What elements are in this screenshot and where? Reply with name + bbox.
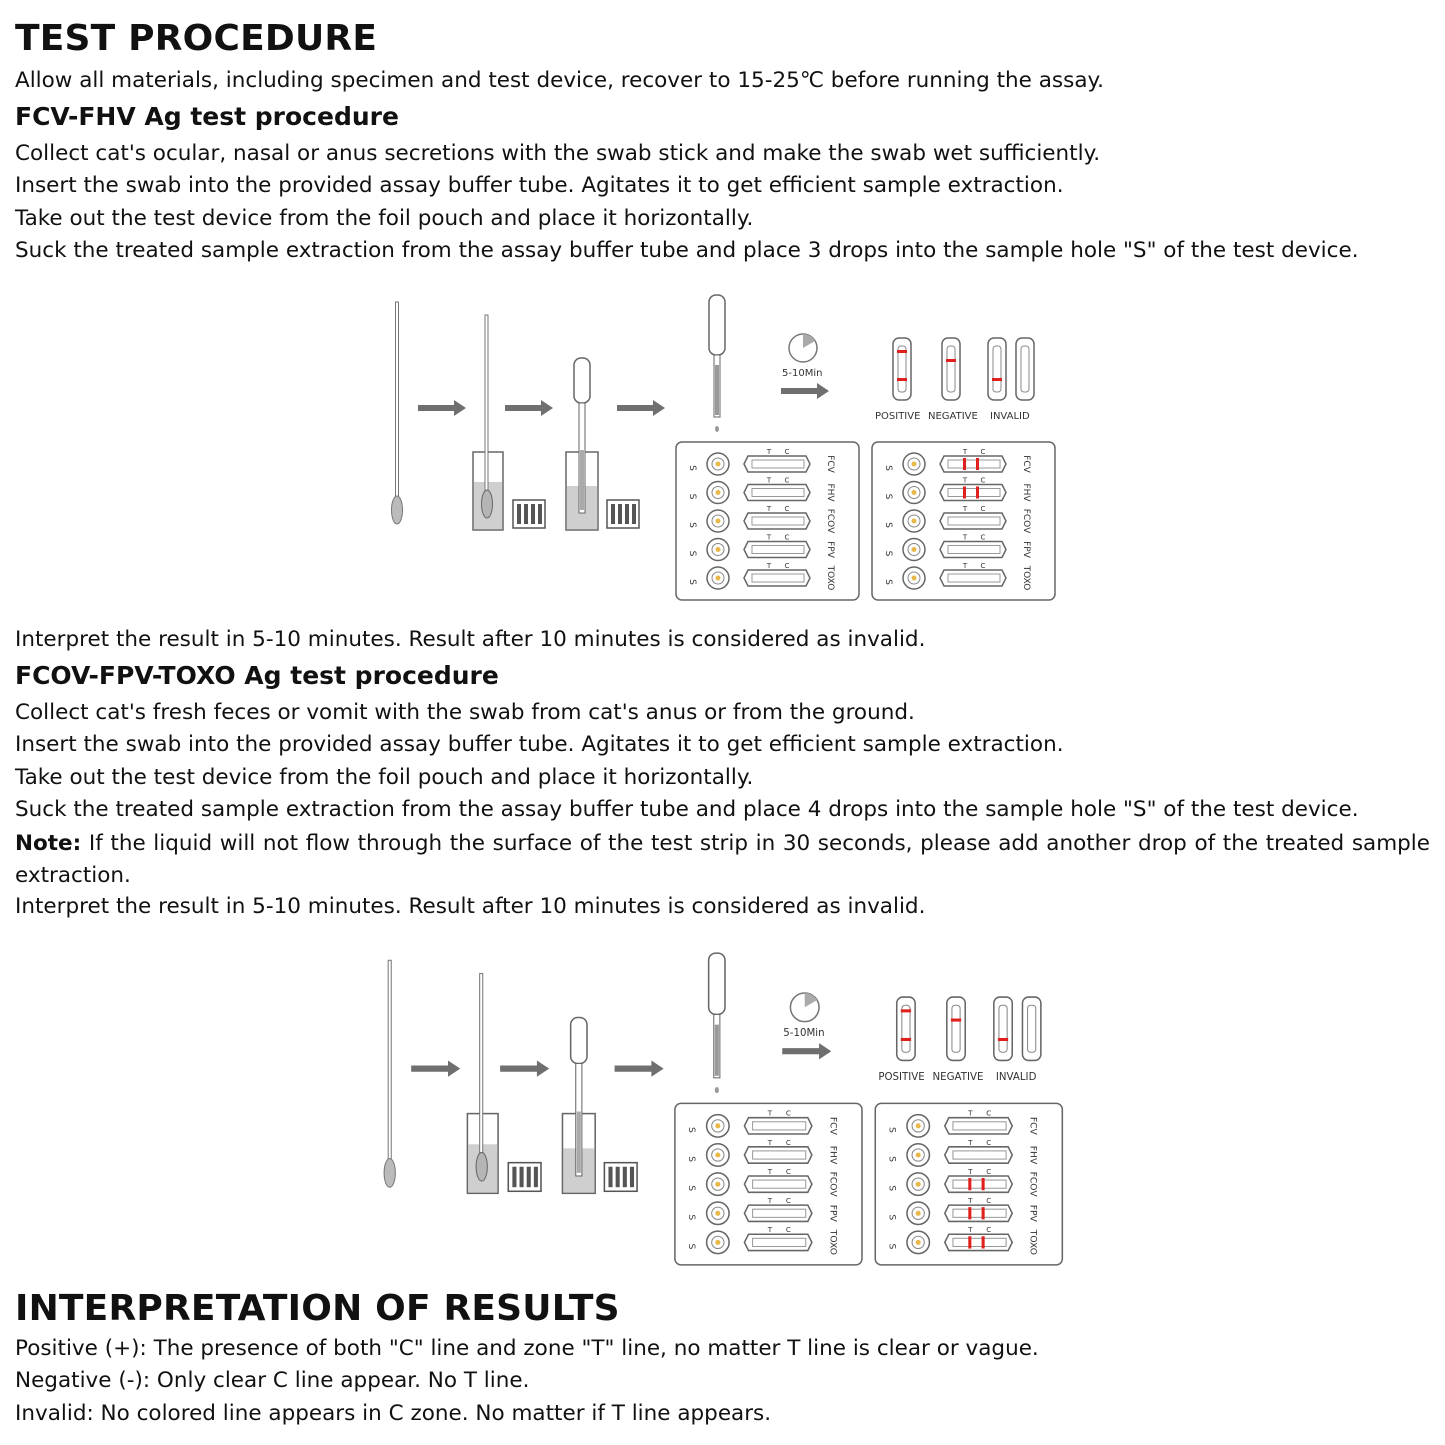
cap-grid-bar xyxy=(625,504,629,524)
result-line xyxy=(976,458,979,470)
result-line xyxy=(897,350,907,353)
result-line xyxy=(901,1009,911,1012)
result-line xyxy=(968,1207,971,1219)
test-strip-inner xyxy=(953,1180,1006,1188)
sample-dot xyxy=(716,519,721,524)
line-label-c: C xyxy=(980,505,986,513)
result-label-positive: POSITIVE xyxy=(875,411,921,422)
result-strip-invalid-2-window xyxy=(1021,346,1029,392)
sample-dot xyxy=(916,1182,921,1187)
line-label-c: C xyxy=(785,1196,791,1206)
sample-dot xyxy=(916,1211,921,1216)
sample-dot xyxy=(912,462,917,467)
timer-label: 5-10Min xyxy=(783,1027,825,1039)
cap-grid-bar xyxy=(618,504,622,524)
hole-label: S xyxy=(883,465,893,471)
result-line xyxy=(982,1236,985,1248)
line-label-t: T xyxy=(968,1108,973,1118)
result-line xyxy=(963,487,966,499)
cap-grid-bar xyxy=(616,1167,620,1187)
result-strip-invalid-1-window xyxy=(999,1005,1007,1052)
sample-dot xyxy=(912,547,917,552)
swab-tip xyxy=(384,1159,395,1188)
cap-grid-bar xyxy=(512,1167,516,1187)
arrow-icon xyxy=(782,1043,831,1059)
result-line xyxy=(951,1019,961,1022)
line-label-c: C xyxy=(785,1225,791,1235)
dropper-bulb xyxy=(709,953,725,1014)
test-strip-inner xyxy=(948,574,1000,582)
interpretation-positive: Positive (+): The presence of both "C" line and zone "T" line, no matter T line is clear or vague. xyxy=(15,1336,1039,1361)
cap-grid-bar xyxy=(531,504,535,524)
cap-grid-bar xyxy=(517,504,521,524)
result-label-invalid: INVALID xyxy=(995,1071,1037,1083)
section1-step-4: Suck the treated sample extraction from the assay buffer tube and place 3 drops into the sample hole "S" of the test device. xyxy=(15,238,1359,263)
hole-label: S xyxy=(883,579,893,585)
arrow-icon xyxy=(411,1060,460,1076)
sample-dot xyxy=(916,1152,921,1157)
test-strip-inner xyxy=(752,489,804,497)
line-label-t: T xyxy=(968,1137,973,1147)
line-label-t: T xyxy=(766,448,772,456)
sample-dot xyxy=(715,1240,720,1245)
hole-label: S xyxy=(687,465,697,471)
sample-dot xyxy=(716,490,721,495)
test-strip-inner xyxy=(752,517,804,525)
sample-dot xyxy=(715,1182,720,1187)
hole-label: S xyxy=(886,1243,898,1250)
panel-label: FCV xyxy=(1027,1116,1039,1135)
test-strip-inner xyxy=(753,1151,806,1159)
line-label-c: C xyxy=(980,533,986,542)
swab-stick xyxy=(480,974,483,1158)
interpretation-title: INTERPRETATION OF RESULTS xyxy=(15,1288,620,1329)
cap-grid-bar xyxy=(623,1167,627,1187)
section2-step-4: Suck the treated sample extraction from the assay buffer tube and place 4 drops into the sample hole "S" of the test device. xyxy=(15,797,1359,822)
test-strip-inner xyxy=(948,546,1000,554)
panel-label: FHV xyxy=(1021,483,1031,502)
hole-label: S xyxy=(687,493,697,500)
hole-label: S xyxy=(886,1127,898,1133)
section2-interpret: Interpret the result in 5-10 minutes. Result after 10 minutes is considered as invalid. xyxy=(15,894,926,919)
panel-label: FCOV xyxy=(827,1171,839,1197)
test-strip-inner xyxy=(753,1238,806,1246)
section2-note xyxy=(15,828,1430,892)
line-label-c: C xyxy=(784,562,790,570)
result-line xyxy=(901,1038,911,1041)
swab-stick xyxy=(388,960,391,1160)
panel-label: FHV xyxy=(1027,1145,1039,1165)
timer-label: 5-10Min xyxy=(782,368,823,379)
arrow-icon xyxy=(500,1060,549,1076)
line-label-t: T xyxy=(962,448,968,456)
page-title: TEST PROCEDURE xyxy=(15,18,378,59)
arrow-icon xyxy=(615,1060,664,1076)
dropper-bulb xyxy=(571,1018,587,1064)
result-line xyxy=(976,487,979,499)
arrow-icon xyxy=(505,400,553,416)
result-strip-invalid-1-window xyxy=(993,346,1001,392)
line-label-c: C xyxy=(986,1166,992,1176)
line-label-t: T xyxy=(968,1196,973,1206)
sample-dot xyxy=(916,1240,921,1245)
drop-icon xyxy=(715,426,719,432)
line-label-c: C xyxy=(986,1196,992,1206)
section1-step-1: Collect cat's ocular, nasal or anus secretions with the swab stick and make the swab wet sufficiently. xyxy=(15,141,1101,166)
section1-step-2: Insert the swab into the provided assay buffer tube. Agitates it to get efficient sample extraction. xyxy=(15,173,1064,198)
result-strip-negative-window xyxy=(947,346,955,392)
swab-tip xyxy=(476,1152,487,1181)
line-label-t: T xyxy=(962,505,968,513)
result-line xyxy=(946,359,956,362)
result-label-invalid: INVALID xyxy=(990,411,1030,422)
swab-tip xyxy=(392,496,403,524)
line-label-t: T xyxy=(767,1137,773,1147)
dropper-liquid xyxy=(715,365,719,415)
sample-dot xyxy=(912,519,917,524)
line-label-c: C xyxy=(986,1137,992,1147)
cap-grid-bar xyxy=(538,504,542,524)
procedure-figure-2 xyxy=(375,948,1075,1270)
hole-label: S xyxy=(687,550,697,557)
panel-label: FHV xyxy=(825,483,835,502)
hole-label: S xyxy=(686,1156,698,1163)
panel-label: FCOV xyxy=(825,508,835,534)
hole-label: S xyxy=(886,1185,898,1192)
cap-grid-bar xyxy=(520,1167,524,1187)
test-strip-inner xyxy=(948,517,1000,525)
result-line xyxy=(998,1038,1008,1041)
test-strip-inner xyxy=(948,489,1000,497)
cap-grid-bar xyxy=(630,1167,634,1187)
line-label-t: T xyxy=(968,1166,973,1176)
line-label-c: C xyxy=(785,1166,791,1176)
line-label-t: T xyxy=(766,505,772,513)
result-label-negative: NEGATIVE xyxy=(928,411,978,422)
swab-stick xyxy=(485,315,488,495)
line-label-c: C xyxy=(980,448,986,456)
intro-text: Allow all materials, including specimen and test device, recover to 15-25℃ before running the assay. xyxy=(15,68,1104,93)
section1-step-3: Take out the test device from the foil pouch and place it horizontally. xyxy=(15,206,754,231)
section1-heading: FCV-FHV Ag test procedure xyxy=(15,102,399,131)
cap-grid-bar xyxy=(608,1167,612,1187)
result-line xyxy=(992,378,1002,381)
line-label-t: T xyxy=(767,1196,773,1206)
drop-icon xyxy=(715,1087,719,1093)
line-label-t: T xyxy=(766,476,772,485)
line-label-t: T xyxy=(766,562,772,570)
test-strip-inner xyxy=(752,574,804,582)
sample-dot xyxy=(715,1211,720,1216)
line-label-t: T xyxy=(962,476,968,485)
hole-label: S xyxy=(886,1214,898,1221)
result-line xyxy=(968,1178,971,1190)
line-label-c: C xyxy=(980,562,986,570)
line-label-t: T xyxy=(962,533,968,542)
test-strip-inner xyxy=(953,1238,1006,1246)
panel-label: FHV xyxy=(827,1145,839,1165)
line-label-c: C xyxy=(980,476,986,485)
line-label-t: T xyxy=(767,1166,773,1176)
test-strip-inner xyxy=(948,460,1000,468)
test-strip-inner xyxy=(753,1209,806,1217)
test-strip-inner xyxy=(753,1180,806,1188)
result-strip-negative-window xyxy=(952,1005,960,1052)
swab-tip xyxy=(482,490,493,518)
result-line xyxy=(897,378,907,381)
cap-grid-bar xyxy=(611,504,615,524)
cap-grid-bar xyxy=(534,1167,538,1187)
sample-dot xyxy=(916,1123,921,1128)
line-label-c: C xyxy=(986,1225,992,1235)
hole-label: S xyxy=(886,1156,898,1163)
hole-label: S xyxy=(883,493,893,500)
line-label-t: T xyxy=(962,562,968,570)
line-label-c: C xyxy=(784,448,790,456)
hole-label: S xyxy=(686,1214,698,1221)
hole-label: S xyxy=(686,1185,698,1192)
sample-dot xyxy=(716,462,721,467)
section2-step-3: Take out the test device from the foil pouch and place it horizontally. xyxy=(15,765,754,790)
test-strip-inner xyxy=(953,1122,1006,1130)
swab-stick xyxy=(396,302,399,498)
panel-label: FCV xyxy=(825,455,835,473)
panel-label: TOXO xyxy=(1027,1229,1039,1256)
arrow-icon xyxy=(617,400,665,416)
result-label-positive: POSITIVE xyxy=(878,1071,925,1083)
dropper-liquid xyxy=(580,450,584,510)
interpretation-invalid: Invalid: No colored line appears in C zone. No matter if T line appears. xyxy=(15,1401,772,1426)
panel-label: FPV xyxy=(1027,1204,1039,1222)
line-label-c: C xyxy=(784,505,790,513)
result-strip-invalid-2-window xyxy=(1028,1005,1036,1052)
panel-label: FPV xyxy=(1021,541,1031,558)
panel-label: TOXO xyxy=(827,1229,839,1256)
hole-label: S xyxy=(687,522,697,528)
section2-step-2: Insert the swab into the provided assay buffer tube. Agitates it to get efficient sample extraction. xyxy=(15,732,1064,757)
test-strip-inner xyxy=(753,1122,806,1130)
result-line xyxy=(963,458,966,470)
result-line xyxy=(968,1236,971,1248)
line-label-t: T xyxy=(766,533,772,542)
panel-label: FCOV xyxy=(1027,1171,1039,1197)
result-label-negative: NEGATIVE xyxy=(932,1071,984,1083)
sample-dot xyxy=(715,1123,720,1128)
line-label-c: C xyxy=(785,1137,791,1147)
interpretation-negative: Negative (-): Only clear C line appear. No T line. xyxy=(15,1368,530,1393)
panel-label: TOXO xyxy=(1021,565,1031,591)
cap-grid-bar xyxy=(524,504,528,524)
sample-dot xyxy=(716,576,721,581)
dropper-liquid xyxy=(715,1025,719,1076)
line-label-c: C xyxy=(785,1108,791,1118)
dropper-bulb xyxy=(574,358,590,403)
panel-label: FPV xyxy=(827,1204,839,1222)
note-text: If the liquid will not flow through the surface of the test strip in 30 seconds, please add another drop of the treated sample extraction. xyxy=(15,831,1430,888)
sample-dot xyxy=(912,576,917,581)
sample-dot xyxy=(716,547,721,552)
section2-heading: FCOV-FPV-TOXO Ag test procedure xyxy=(15,661,499,690)
test-strip-inner xyxy=(953,1151,1006,1159)
hole-label: S xyxy=(686,1243,698,1250)
line-label-t: T xyxy=(968,1225,973,1235)
panel-label: FPV xyxy=(825,541,835,558)
hole-label: S xyxy=(883,550,893,557)
cap-grid-bar xyxy=(632,504,636,524)
line-label-c: C xyxy=(986,1108,992,1118)
dropper-liquid xyxy=(577,1112,581,1173)
line-label-t: T xyxy=(767,1108,773,1118)
panel-label: FCV xyxy=(1021,455,1031,473)
panel-label: FCOV xyxy=(1021,508,1031,534)
test-strip-inner xyxy=(752,546,804,554)
panel-label: TOXO xyxy=(825,565,835,591)
hole-label: S xyxy=(687,579,697,585)
section2-step-1: Collect cat's fresh feces or vomit with the swab from cat's anus or from the ground. xyxy=(15,700,915,725)
result-line xyxy=(982,1178,985,1190)
dropper-bulb xyxy=(709,295,725,355)
line-label-c: C xyxy=(784,533,790,542)
hole-label: S xyxy=(883,522,893,528)
arrow-icon xyxy=(781,383,829,399)
section1-interpret: Interpret the result in 5-10 minutes. Result after 10 minutes is considered as invalid. xyxy=(15,627,926,652)
test-strip-inner xyxy=(752,460,804,468)
line-label-t: T xyxy=(767,1225,773,1235)
cap-grid-bar xyxy=(527,1167,531,1187)
sample-dot xyxy=(715,1152,720,1157)
result-line xyxy=(982,1207,985,1219)
hole-label: S xyxy=(686,1127,698,1133)
arrow-icon xyxy=(418,400,466,416)
test-strip-inner xyxy=(953,1209,1006,1217)
procedure-figure-1 xyxy=(385,290,1065,605)
note-label: Note: xyxy=(15,831,82,856)
panel-label: FCV xyxy=(827,1116,839,1135)
sample-dot xyxy=(912,490,917,495)
line-label-c: C xyxy=(784,476,790,485)
